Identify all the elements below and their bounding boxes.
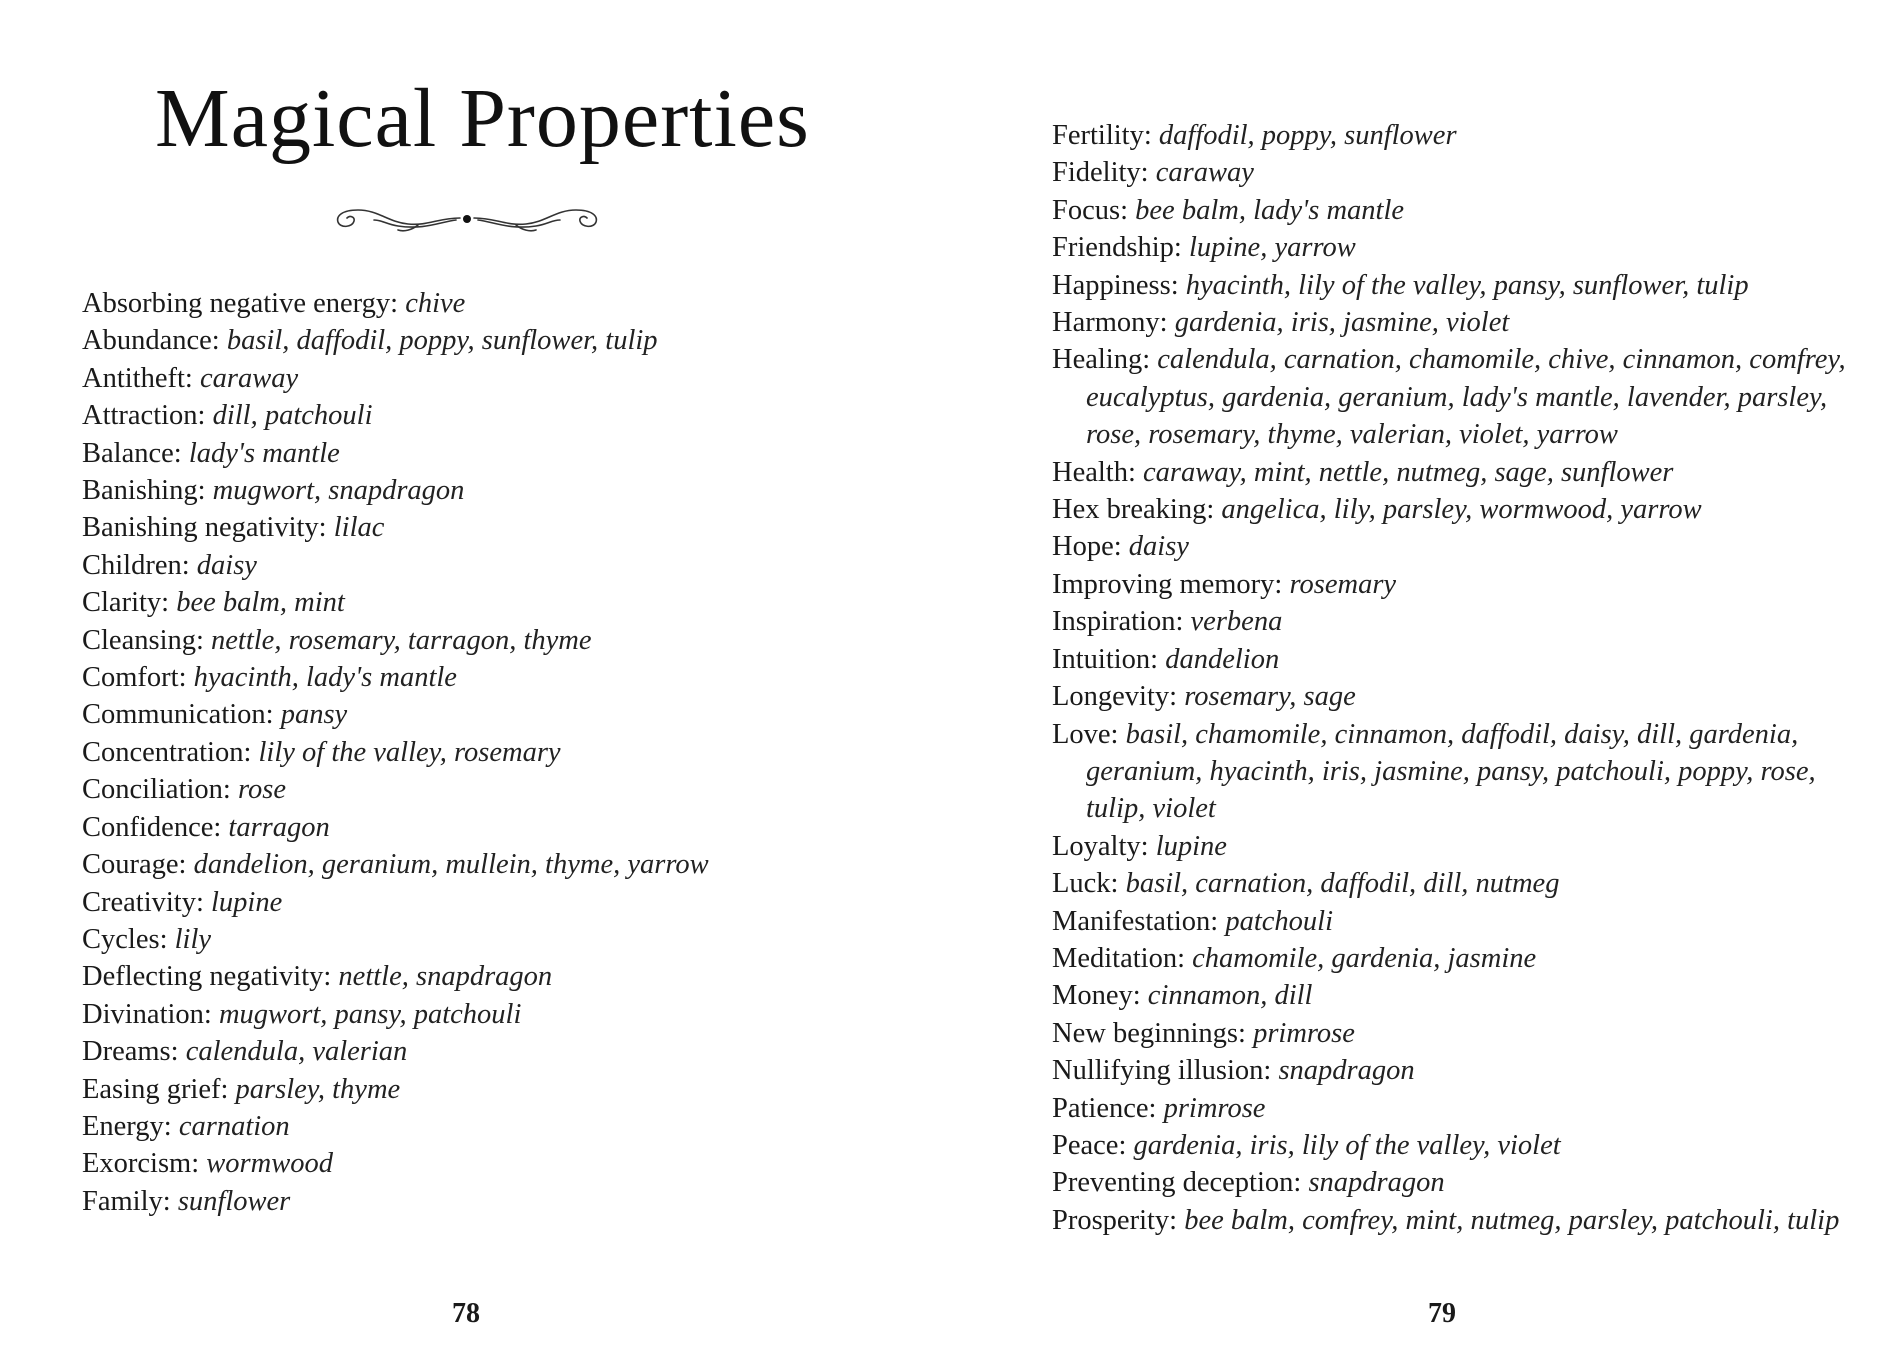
property-term: Conciliation:	[82, 774, 231, 806]
property-term: Loyalty:	[1052, 830, 1149, 862]
property-term: Antitheft:	[82, 362, 193, 394]
property-term: Deflecting negativity:	[82, 961, 332, 993]
properties-list	[1052, 117, 1872, 1239]
property-term: Preventing deception:	[1052, 1167, 1302, 1199]
property-entry	[82, 996, 902, 1033]
property-term: Improving memory:	[1052, 568, 1283, 600]
property-herbs: parsley, thyme	[235, 1073, 401, 1105]
property-term: Cycles:	[82, 923, 168, 955]
property-herbs: rosemary, sage	[1184, 681, 1356, 713]
property-herbs: nettle, snapdragon	[338, 961, 553, 993]
property-entry	[1052, 977, 1872, 1014]
left-page	[0, 0, 947, 1372]
property-herbs: basil, carnation, daffodil, dill, nutmeg	[1125, 868, 1560, 900]
property-term: Family:	[82, 1185, 171, 1217]
property-term: Dreams:	[82, 1036, 179, 1068]
property-entry	[82, 1183, 902, 1220]
property-entry	[1052, 566, 1872, 603]
property-term: Patience:	[1052, 1092, 1157, 1124]
property-term: Inspiration:	[1052, 606, 1184, 638]
property-entry	[82, 1145, 902, 1182]
property-term: Children:	[82, 549, 190, 581]
property-entry	[1052, 491, 1872, 528]
property-term: Harmony:	[1052, 307, 1168, 339]
property-term: Manifestation:	[1052, 905, 1219, 937]
property-herbs: caraway	[1155, 157, 1254, 189]
property-herbs: hyacinth, lily of the valley, pansy, sunflower, tulip	[1185, 269, 1749, 301]
property-herbs: dill, patchouli	[212, 400, 373, 432]
property-herbs: carnation	[178, 1110, 290, 1142]
property-herbs: chamomile, gardenia, jasmine	[1192, 942, 1537, 974]
property-term: Healing:	[1052, 344, 1151, 376]
property-herbs: pansy	[280, 699, 348, 731]
property-herbs: lupine	[1155, 830, 1227, 862]
property-herbs: cinnamon, dill	[1147, 980, 1313, 1012]
property-entry	[82, 958, 902, 995]
property-term: Concentration:	[82, 736, 252, 768]
flourish-divider-icon	[328, 196, 606, 240]
property-herbs: patchouli	[1225, 905, 1333, 937]
property-herbs: sunflower	[177, 1185, 291, 1217]
property-entry	[1052, 1127, 1872, 1164]
property-entry	[1052, 716, 1872, 828]
property-herbs: calendula, carnation, chamomile, chive, cinnamon, comfrey, eucalyptus, gardenia, geranium, lady's mantle, lavender, parsley, rose, rosemary, thyme, valerian, violet, yarrow	[1086, 344, 1846, 451]
property-term: Confidence:	[82, 811, 222, 843]
property-herbs: daisy	[196, 549, 257, 581]
property-herbs: daffodil, poppy, sunflower	[1158, 120, 1457, 151]
property-entry	[1052, 603, 1872, 640]
property-entry	[1052, 940, 1872, 977]
property-herbs: lily	[174, 923, 212, 955]
property-term: New beginnings:	[1052, 1017, 1246, 1049]
property-term: Energy:	[82, 1110, 172, 1142]
property-herbs: rose	[237, 774, 286, 806]
property-herbs: snapdragon	[1308, 1167, 1445, 1199]
page-number: 79	[1428, 1298, 1456, 1329]
property-herbs: bee balm, comfrey, mint, nutmeg, parsley, patchouli, tulip	[1184, 1204, 1840, 1236]
property-term: Happiness:	[1052, 269, 1179, 301]
property-entry	[1052, 267, 1872, 304]
property-entry	[82, 322, 902, 359]
property-term: Attraction:	[82, 400, 206, 432]
property-term: Focus:	[1052, 194, 1129, 226]
property-term: Fertility:	[1052, 120, 1152, 151]
property-herbs: caraway, mint, nettle, nutmeg, sage, sunflower	[1143, 456, 1674, 488]
page-title: Magical Properties	[155, 72, 810, 165]
property-herbs: primrose	[1163, 1092, 1266, 1124]
property-herbs: chive	[405, 288, 466, 319]
property-entry	[82, 1033, 902, 1070]
property-entry	[1052, 528, 1872, 565]
property-entry	[82, 771, 902, 808]
property-entry	[1052, 117, 1872, 154]
property-entry	[1052, 1090, 1872, 1127]
property-herbs: nettle, rosemary, tarragon, thyme	[211, 624, 592, 656]
property-entry	[82, 884, 902, 921]
property-entry	[82, 547, 902, 584]
property-entry	[1052, 454, 1872, 491]
property-herbs: tarragon	[228, 811, 330, 843]
property-herbs: basil, chamomile, cinnamon, daffodil, daisy, dill, gardenia, geranium, hyacinth, iris, jasmine, pansy, patchouli, poppy, rose, tulip, violet	[1086, 718, 1816, 825]
properties-list	[82, 285, 902, 1220]
property-entry	[1052, 341, 1872, 453]
property-entry	[82, 285, 902, 322]
property-entry	[1052, 154, 1872, 191]
property-entry	[1052, 865, 1872, 902]
property-entry	[82, 659, 902, 696]
property-herbs: gardenia, iris, lily of the valley, violet	[1133, 1129, 1561, 1161]
property-entry	[82, 696, 902, 733]
property-herbs: rosemary	[1289, 568, 1397, 600]
property-term: Hope:	[1052, 531, 1122, 563]
property-herbs: dandelion	[1165, 643, 1280, 675]
property-entry	[1052, 828, 1872, 865]
property-entry	[82, 622, 902, 659]
property-entry	[82, 809, 902, 846]
property-term: Cleansing:	[82, 624, 204, 656]
property-term: Clarity:	[82, 587, 170, 619]
page-number: 78	[452, 1298, 480, 1329]
property-entry	[1052, 1202, 1872, 1239]
property-term: Love:	[1052, 718, 1119, 750]
property-entry	[1052, 641, 1872, 678]
property-term: Easing grief:	[82, 1073, 229, 1105]
property-term: Hex breaking:	[1052, 494, 1215, 526]
property-term: Divination:	[82, 998, 212, 1030]
property-term: Comfort:	[82, 662, 187, 694]
property-entry	[82, 1108, 902, 1145]
property-term: Luck:	[1052, 868, 1119, 900]
property-term: Longevity:	[1052, 681, 1178, 713]
property-term: Nullifying illusion:	[1052, 1055, 1272, 1087]
property-herbs: bee balm, lady's mantle	[1135, 194, 1405, 226]
property-herbs: mugwort, snapdragon	[212, 475, 465, 507]
property-entry	[82, 846, 902, 883]
property-term: Intuition:	[1052, 643, 1159, 675]
property-entry	[1052, 1164, 1872, 1201]
property-term: Peace:	[1052, 1129, 1127, 1161]
property-entry	[82, 734, 902, 771]
property-entry	[1052, 1015, 1872, 1052]
property-term: Courage:	[82, 849, 187, 881]
property-herbs: primrose	[1253, 1017, 1355, 1049]
property-term: Health:	[1052, 456, 1136, 488]
property-entry	[1052, 304, 1872, 341]
property-herbs: verbena	[1190, 606, 1283, 638]
right-page	[947, 0, 1895, 1372]
property-entry	[82, 509, 902, 546]
property-entry	[82, 584, 902, 621]
property-term: Friendship:	[1052, 232, 1182, 264]
property-herbs: lupine, yarrow	[1188, 232, 1356, 264]
property-herbs: mugwort, pansy, patchouli	[218, 998, 522, 1030]
property-herbs: hyacinth, lady's mantle	[193, 662, 457, 694]
property-herbs: daisy	[1128, 531, 1189, 563]
property-herbs: snapdragon	[1278, 1055, 1415, 1087]
property-term: Meditation:	[1052, 942, 1185, 974]
property-herbs: lady's mantle	[188, 437, 340, 469]
property-term: Banishing negativity:	[82, 512, 327, 544]
property-term: Communication:	[82, 699, 274, 731]
property-entry	[1052, 678, 1872, 715]
property-term: Absorbing negative energy:	[82, 288, 399, 319]
property-herbs: gardenia, iris, jasmine, violet	[1174, 307, 1510, 339]
property-entry	[82, 360, 902, 397]
property-herbs: wormwood	[206, 1148, 333, 1180]
property-herbs: caraway	[199, 362, 299, 394]
property-term: Fidelity:	[1052, 157, 1149, 189]
property-term: Exorcism:	[82, 1148, 200, 1180]
property-term: Creativity:	[82, 886, 204, 918]
property-term: Prosperity:	[1052, 1204, 1178, 1236]
property-herbs: dandelion, geranium, mullein, thyme, yarrow	[193, 849, 709, 881]
property-entry	[1052, 903, 1872, 940]
property-entry	[1052, 1052, 1872, 1089]
property-entry	[82, 472, 902, 509]
property-entry	[1052, 192, 1872, 229]
property-entry	[82, 435, 902, 472]
property-term: Abundance:	[82, 325, 220, 357]
property-entry	[82, 921, 902, 958]
property-herbs: calendula, valerian	[185, 1036, 408, 1068]
property-herbs: bee balm, mint	[176, 587, 345, 619]
property-term: Money:	[1052, 980, 1141, 1012]
property-term: Banishing:	[82, 475, 206, 507]
property-herbs: lupine	[211, 886, 283, 918]
property-herbs: basil, daffodil, poppy, sunflower, tulip	[226, 325, 658, 357]
property-term: Balance:	[82, 437, 182, 469]
property-entry	[1052, 229, 1872, 266]
property-herbs: lily of the valley, rosemary	[258, 736, 561, 768]
property-entry	[82, 397, 902, 434]
property-herbs: lilac	[333, 512, 385, 544]
property-entry	[82, 1071, 902, 1108]
property-herbs: angelica, lily, parsley, wormwood, yarrow	[1221, 494, 1702, 526]
